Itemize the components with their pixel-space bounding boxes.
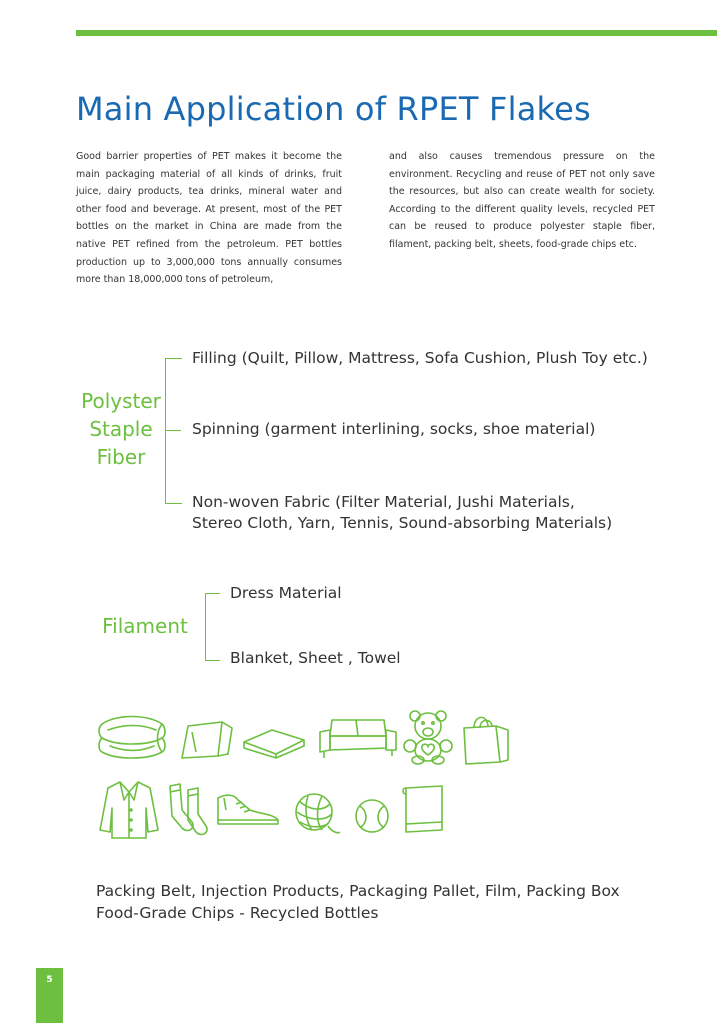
polyester-label-line3: Fiber: [96, 445, 146, 469]
polyester-bracket-mid-tick: [166, 430, 181, 431]
filament-item-dress-material: Dress Material: [230, 584, 342, 602]
other-applications: [96, 880, 620, 924]
intro-column-left: Good barrier properties of PET makes it become the main packaging material of all kinds of drinks, fruit juice, dairy products, tea drinks, mineral water and other food and beverage. At present, most of the PET bottles on the market in China are made from the native PET refined from the petroleum. PET bottles production up to 3,000,000 tons annually consumes more than 18,000,000 tons of petroleum,: [76, 151, 342, 286]
sofa-icon: [316, 716, 398, 760]
filament-item-blanket: Blanket, Sheet , Towel: [230, 649, 401, 667]
sneaker-icon: [214, 790, 282, 830]
mattress-icon: [242, 726, 306, 760]
top-accent-bar: [76, 30, 717, 36]
polyester-label-line1: Polyster: [81, 389, 161, 413]
teddy-bear-icon: [402, 708, 454, 764]
polyester-item-filling: Filling (Quilt, Pillow, Mattress, Sofa Cushion, Plush Toy etc.): [192, 349, 648, 367]
polyester-item-nonwoven-line1: Non-woven Fabric (Filter Material, Jushi Materials,: [192, 493, 575, 511]
other-applications-line1: Packing Belt, Injection Products, Packaging Pallet, Film, Packing Box: [96, 882, 620, 900]
polyester-item-spinning: Spinning (garment interlining, socks, shoe material): [192, 420, 596, 438]
intro-column-right: and also causes tremendous pressure on the environment. Recycling and reuse of PET not only save the resources, but also can create wealth for society. According to the different quality levels, recycled PET can be reused to produce polyester staple fiber, filament, packing belt, sheets, food-grade chips etc.: [389, 151, 655, 250]
pillow-icon: [178, 720, 234, 760]
filament-label: Filament: [102, 614, 188, 638]
socks-icon: [166, 782, 212, 838]
other-applications-line2: Food-Grade Chips - Recycled Bottles: [96, 904, 379, 922]
polyester-item-nonwoven-line2: Stereo Cloth, Yarn, Tennis, Sound-absorbing Materials): [192, 514, 613, 532]
polyester-bracket: [165, 358, 182, 504]
polyester-label-line2: Staple: [89, 417, 153, 441]
jacket-icon: [98, 780, 160, 840]
tennis-ball-icon: [354, 798, 390, 834]
page-title: Main Application of RPET Flakes: [76, 90, 591, 128]
product-icons: [96, 708, 516, 848]
filament-bracket: [205, 593, 220, 661]
towel-icon: [400, 784, 446, 834]
page-number: 5: [36, 968, 63, 1023]
shopping-bag-icon: [460, 710, 512, 766]
yarn-ball-icon: [292, 792, 342, 838]
quilt-icon: [96, 712, 168, 762]
polyester-staple-fiber-label: [74, 387, 168, 471]
